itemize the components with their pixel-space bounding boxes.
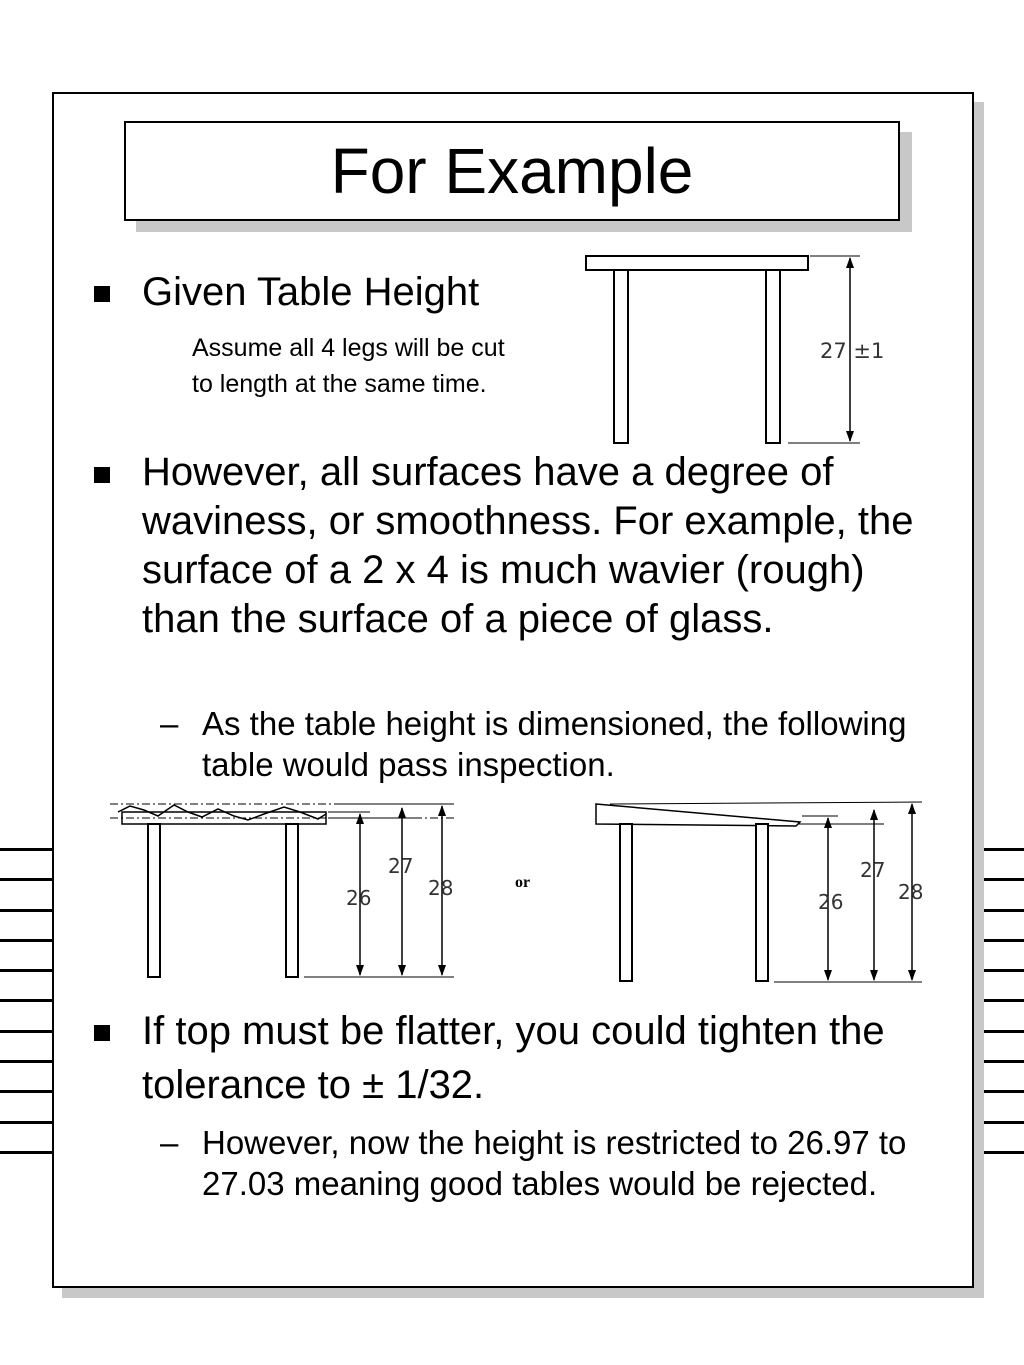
note-assume-legs: Assume all 4 legs will be cut to length at the same time. [192,334,505,398]
bullet-square-icon [94,1025,110,1041]
bullet-square-icon [94,467,110,483]
dim-label-28: 28 [428,876,454,900]
sub-bullet-dash: – [160,1124,179,1161]
left-edge-lines [0,848,52,1181]
dim-label-28: 28 [898,880,924,904]
dim-label-26: 26 [346,886,372,910]
table-figure-wavy [108,796,468,986]
slide-title: For Example [330,135,694,207]
bullet-square-icon [94,286,110,302]
sub-bullet-pass-inspection: As the table height is dimensioned, the following table would pass inspection. [202,705,907,783]
sub-bullet-dash: – [160,705,179,742]
dim-label-26: 26 [818,890,844,914]
dim-label-27: 27 [388,854,414,878]
dim-label-27: 27 [860,858,886,882]
sub-bullet-rejected: However, now the height is restricted to 26.97 to 27.03 meaning good tables would be rejected. [202,1124,907,1202]
bullet-tighten-tolerance: If top must be flatter, you could tighten the tolerance to ± 1/32. [142,1009,885,1107]
table-figure-nominal [584,252,884,452]
bullet-waviness: However, all surfaces have a degree of waviness, or smoothness. For example, the surface of a 2 x 4 is much wavier (rough) than the surface of a piece of glass. [142,450,914,641]
connector-or: or [515,874,531,891]
title-box [124,121,900,221]
dimension-label-27-tol: 27 ±1 [820,339,885,363]
table-figure-tilted [592,798,942,990]
bullet-given-table-height: Given Table Height [142,270,480,314]
